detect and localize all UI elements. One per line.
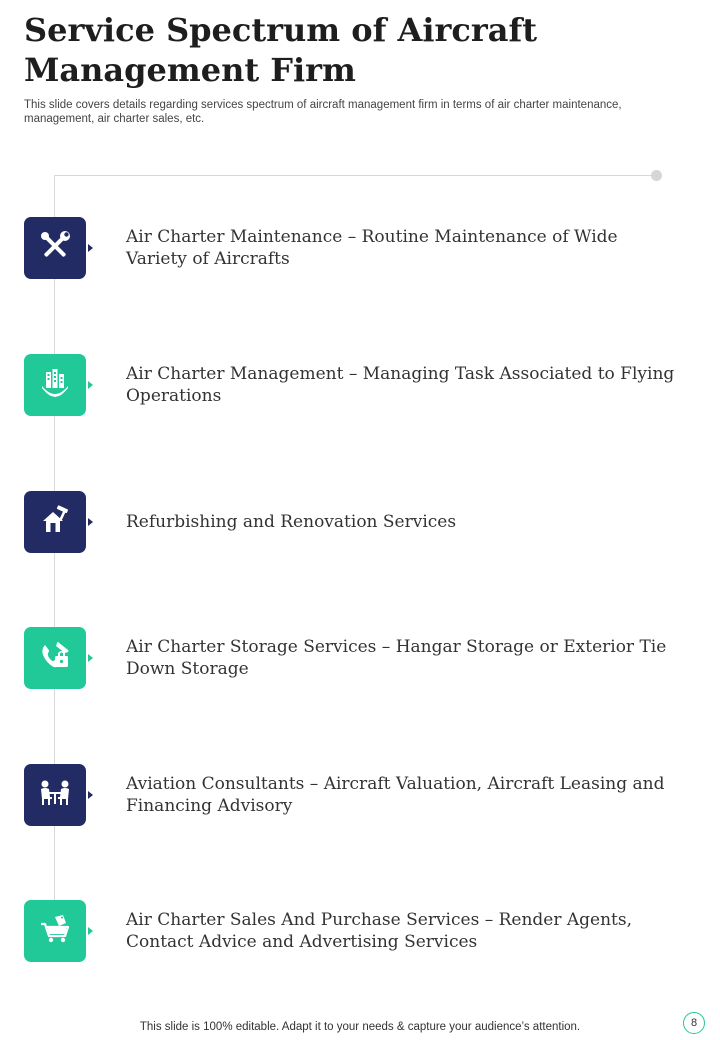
timeline-pointer — [88, 654, 93, 662]
service-item-storage — [0, 627, 720, 689]
phone-lock-icon — [38, 639, 72, 678]
service-text: Air Charter Maintenance – Routine Maintenance of Wide Variety of Aircrafts — [126, 227, 618, 269]
service-text: Refurbishing and Renovation Services — [126, 512, 457, 532]
page-number: 8 — [683, 1012, 705, 1034]
page-title: Service Spectrum of Aircraft Management Firm — [24, 11, 538, 89]
house-hammer-icon — [38, 503, 72, 542]
service-item-refurbishing — [0, 491, 720, 553]
service-item-sales — [0, 900, 720, 962]
timeline-top-line — [54, 175, 656, 176]
service-icon-box — [24, 217, 86, 279]
timeline-pointer — [88, 927, 93, 935]
service-item-management — [0, 354, 720, 416]
service-item-maintenance — [0, 217, 720, 279]
timeline-pointer — [88, 518, 93, 526]
service-text: Air Charter Storage Services – Hangar Storage or Exterior Tie Down Storage — [126, 637, 667, 679]
sale-cart-icon — [38, 912, 72, 951]
service-icon-box — [24, 900, 86, 962]
service-text: Air Charter Management – Managing Task Associated to Flying Operations — [126, 364, 675, 406]
page-subtitle: This slide covers details regarding services spectrum of aircraft management firm in terms of air charter maintenance, management, air charter sales, etc. — [24, 99, 622, 125]
service-icon-box — [24, 354, 86, 416]
consultation-meeting-icon — [37, 776, 73, 815]
timeline-pointer — [88, 244, 93, 252]
service-text: Aviation Consultants – Aircraft Valuation, Aircraft Leasing and Financing Advisory — [126, 774, 665, 816]
timeline-pointer — [88, 791, 93, 799]
wrench-screwdriver-icon — [38, 229, 72, 268]
timeline-pointer — [88, 381, 93, 389]
footer-note: This slide is 100% editable. Adapt it to your needs & capture your audience’s attention. — [139, 1021, 581, 1033]
service-icon-box — [24, 627, 86, 689]
service-item-consultants — [0, 764, 720, 826]
timeline-end-dot — [651, 170, 662, 181]
service-icon-box — [24, 764, 86, 826]
service-icon-box — [24, 491, 86, 553]
service-text: Air Charter Sales And Purchase Services – Render Agents, Contact Advice and Advertising Services — [126, 910, 633, 952]
city-globe-icon — [38, 366, 72, 405]
